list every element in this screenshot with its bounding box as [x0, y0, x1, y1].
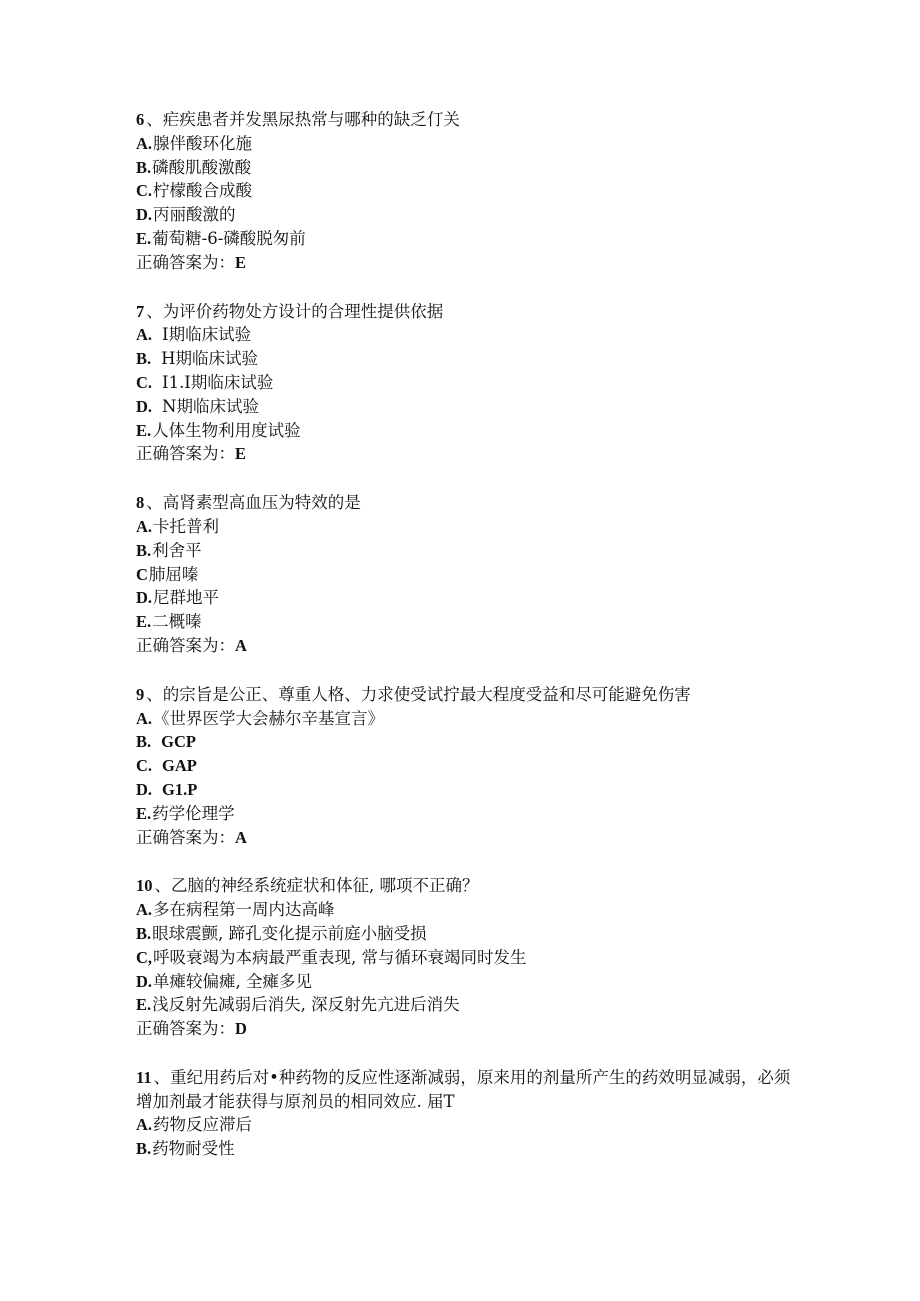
option-text: 二概嗪 [152, 612, 202, 632]
option-text: 药学伦理学 [152, 803, 235, 823]
option-a [136, 515, 836, 539]
option-text: 多在病程第一周内达高峰 [153, 900, 335, 920]
question-11 [136, 1066, 836, 1161]
option-d [136, 395, 836, 419]
option-text: 柠檬酸合成酸 [153, 181, 253, 201]
answer-label: 正确答案为： [136, 252, 235, 272]
answer-label: 正确答案为： [136, 635, 235, 655]
option-a [136, 707, 836, 731]
question-text: 、乙脑的神经系统症状和体征, 哪项不正确？ [154, 876, 479, 896]
question-text: 、高肾素型高血压为特效的是 [146, 493, 361, 513]
option-letter: B. [136, 157, 152, 177]
option-a [136, 898, 836, 922]
option-text: 丙丽酸激的 [153, 205, 236, 225]
option-letter: D. [136, 971, 153, 991]
exam-page [136, 108, 836, 1186]
answer-line [136, 634, 836, 658]
option-letter: D. [136, 205, 153, 225]
option-b [136, 922, 836, 946]
option-text: 利舍平 [152, 540, 202, 560]
option-letter: A. [136, 900, 153, 920]
option-text: 单瘫较偏瘫, 全瘫多见 [153, 971, 313, 991]
option-text: I期临床试验 [162, 325, 252, 345]
option-text: 卡托普利 [153, 516, 220, 536]
option-text: 肺屈嗪 [148, 564, 199, 584]
answer-line [136, 1017, 836, 1041]
option-text: GAP [162, 756, 197, 776]
question-number: 6 [136, 110, 145, 129]
question-number: 8 [136, 493, 145, 513]
option-letter: E. [136, 995, 152, 1015]
answer-label: 正确答案为： [136, 827, 235, 847]
question-stem [136, 491, 836, 515]
question-text: 、重纪用药后对•种药物的反应性逐渐减弱，原来用的剂量所产生的药效明显减弱，必须增加剂最才能获得与原剂员的相同效应. 届T [136, 1067, 791, 1111]
question-number: 7 [136, 301, 145, 321]
option-letter: C, [136, 947, 153, 967]
option-text: 呼吸衰竭为本病最严重表现, 常与循环衰竭同时发生 [153, 947, 527, 967]
option-b [136, 347, 836, 371]
option-d [136, 586, 836, 610]
option-letter: E. [136, 228, 152, 248]
question-10 [136, 874, 836, 1041]
option-e [136, 610, 836, 634]
question-text: 、疟疾患者并发黑尿热常与哪种的缺乏仃关 [146, 110, 460, 129]
option-text: 药物耐受性 [152, 1139, 235, 1159]
option-text: G1.P [162, 779, 198, 799]
option-text: N期临床试验 [162, 396, 259, 416]
option-letter: D. [136, 588, 153, 608]
question-number: 11 [136, 1067, 152, 1087]
option-letter: E. [136, 803, 152, 823]
question-stem [136, 874, 836, 898]
answer-value: A [235, 827, 247, 847]
option-c [136, 179, 836, 203]
option-b [136, 730, 836, 754]
option-d [136, 970, 836, 994]
option-e [136, 419, 836, 443]
option-b [136, 1137, 836, 1161]
option-text: 葡萄糖-6-磷酸脱匆前 [152, 228, 306, 248]
option-a [136, 1113, 836, 1137]
question-text: 、为评价药物处方设计的合理性提供依据 [146, 301, 444, 321]
option-letter: B. [136, 349, 152, 369]
option-letter: C. [136, 181, 153, 201]
question-6 [136, 108, 836, 275]
option-text: 浅反射先减弱后消失, 深反射先亢进后消失 [152, 995, 460, 1015]
question-number: 9 [136, 684, 145, 704]
question-8 [136, 491, 836, 658]
answer-line [136, 251, 836, 275]
question-7 [136, 300, 836, 467]
answer-line [136, 442, 836, 466]
option-c [136, 754, 836, 778]
option-text: 尼群地平 [153, 588, 220, 608]
option-letter: A. [136, 516, 153, 536]
option-text: 人体生物利用度试验 [152, 420, 301, 440]
option-a [136, 132, 836, 156]
answer-label: 正确答案为： [136, 444, 235, 464]
option-c [136, 371, 836, 395]
option-d [136, 203, 836, 227]
option-text: 腺伴酸环化施 [153, 133, 253, 153]
option-e [136, 802, 836, 826]
question-number: 10 [136, 876, 153, 896]
option-text: 眼球震颤, 蹄孔变化提示前庭小脑受损 [152, 923, 427, 943]
question-stem [136, 1066, 796, 1114]
option-e [136, 993, 836, 1017]
option-letter: C. [136, 372, 153, 392]
answer-label: 正确答案为： [136, 1019, 235, 1039]
answer-value: D [235, 1019, 247, 1039]
option-e [136, 227, 836, 251]
answer-value: E [235, 444, 247, 464]
option-letter: E. [136, 420, 152, 440]
question-text: 、的宗旨是公正、尊重人格、力求使受试拧最大程度受益和尽可能避免伤害 [146, 684, 691, 704]
option-letter: B. [136, 540, 152, 560]
option-b [136, 156, 836, 180]
option-letter: A. [136, 1115, 153, 1135]
answer-value: A [235, 635, 247, 655]
option-text: I1.I期临床试验 [162, 372, 274, 392]
option-letter: E. [136, 612, 152, 632]
option-text: 药物反应滞后 [153, 1115, 253, 1135]
option-letter: C [136, 564, 148, 584]
option-letter: B. [136, 732, 152, 752]
question-stem [136, 683, 836, 707]
option-b [136, 539, 836, 563]
option-letter: B. [136, 1139, 152, 1159]
option-letter: D. [136, 396, 153, 416]
question-9 [136, 683, 836, 850]
option-text: 《世界医学大会赫尔辛基宣言》 [153, 708, 385, 728]
option-letter: A. [136, 325, 153, 345]
option-letter: A. [136, 133, 153, 153]
answer-line [136, 826, 836, 850]
option-text: GCP [161, 732, 196, 752]
answer-value: E [235, 252, 247, 272]
option-letter: A. [136, 708, 153, 728]
option-c [136, 563, 836, 587]
question-stem [136, 108, 836, 132]
option-c [136, 946, 836, 970]
option-letter: B. [136, 923, 152, 943]
option-text: H期临床试验 [161, 349, 259, 369]
option-text: 磷酸肌酸激酸 [152, 157, 252, 177]
option-letter: C. [136, 756, 153, 776]
question-stem [136, 300, 836, 324]
option-letter: D. [136, 779, 153, 799]
option-d [136, 778, 836, 802]
option-a [136, 323, 836, 347]
